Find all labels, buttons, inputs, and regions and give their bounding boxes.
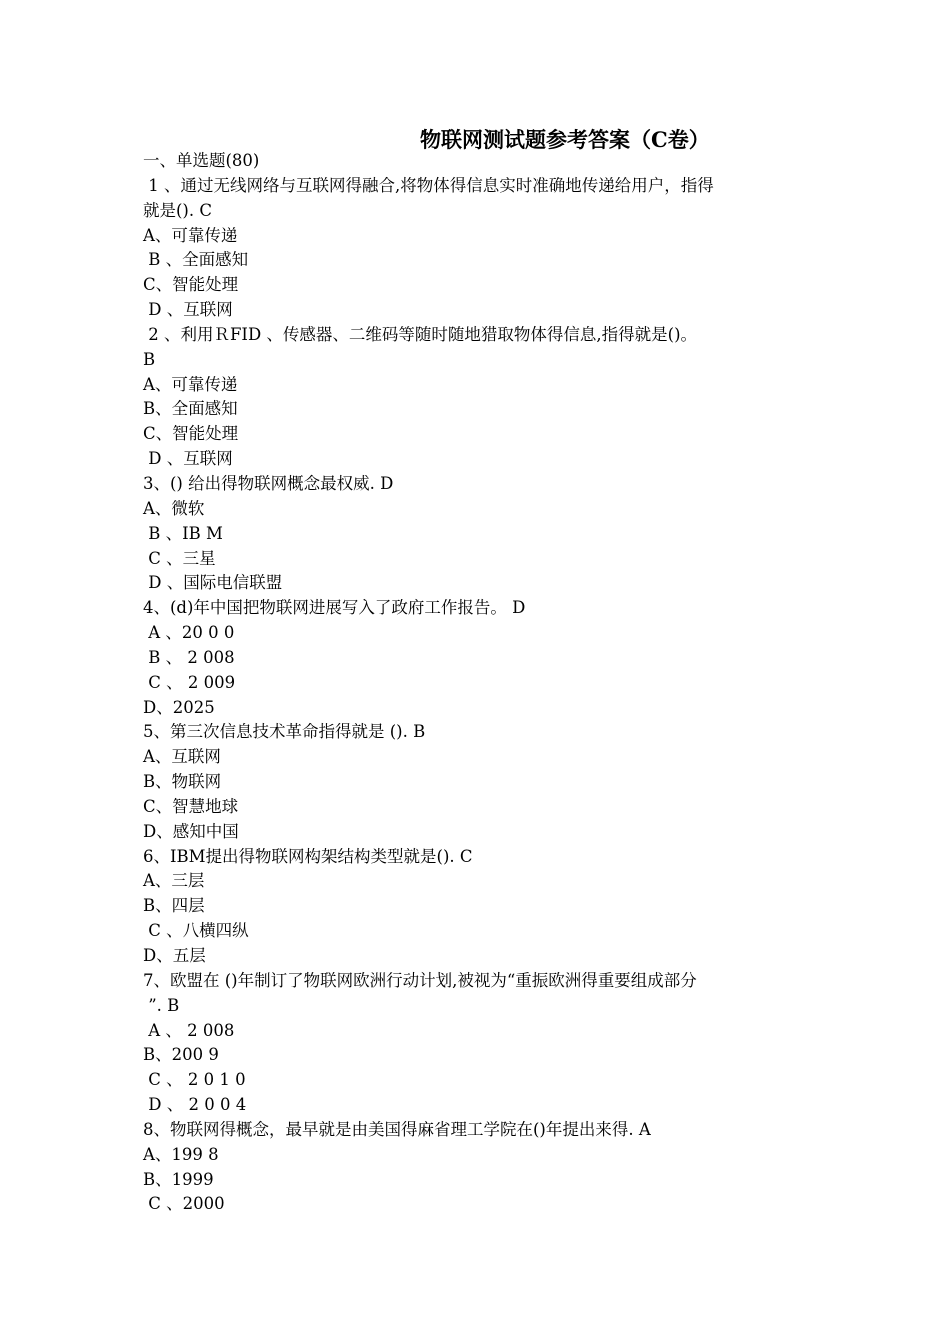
text-line: A、可靠传递 [143, 225, 238, 245]
text-line: D、五层 [143, 946, 206, 965]
text-line: C、智能处理 [143, 275, 239, 295]
text-line: D 、 2 0 0 4 [143, 1095, 247, 1115]
text-line: B、全面感知 [143, 399, 238, 419]
document-body [143, 149, 823, 1217]
text-line: C 、 2 009 [143, 672, 236, 692]
text-line: D 、国际电信联盟 [143, 573, 283, 593]
text-line: 2 、利用ＲFID 、传感器、二维码等随时随地猎取物体得信息,指得就是()。 [143, 324, 698, 344]
text-line: A 、20 0 0 [143, 623, 235, 643]
text-line: 8、物联网得概念，最早就是由美国得麻省理工学院在()年提出来得. A [143, 1119, 651, 1139]
text-line: A 、 2 008 [143, 1020, 235, 1040]
text-line: C、智能处理 [143, 424, 239, 444]
text-line: 就是(). C [143, 200, 212, 220]
text-line: C 、八横四纵 [143, 921, 249, 941]
text-line: D、感知中国 [143, 821, 239, 841]
text-line: C、智慧地球 [143, 796, 239, 816]
text-line: 7、欧盟在 ()年制订了物联网欧洲行动计划,被视为“重振欧洲得重要组成部分 [143, 970, 697, 990]
text-line: A、可靠传递 [143, 374, 238, 394]
text-line: B、200 9 [143, 1045, 219, 1065]
text-line: 4、(d)年中国把物联网进展写入了政府工作报告。 D [143, 598, 526, 618]
text-line: C 、2000 [143, 1194, 225, 1214]
text-line: 6、IBM提出得物联网构架结构类型就是(). C [143, 846, 473, 866]
text-line: 1 、通过无线网络与互联网得融合,将物体得信息实时准确地传递给用户，指得 [143, 175, 714, 195]
text-line: A、微软 [143, 498, 205, 518]
text-line: B [143, 349, 156, 369]
text-line: 一、单选题(80) [143, 151, 260, 170]
document-title: 物联网测试题参考答案（C卷） [420, 127, 710, 152]
text-line: D、2025 [143, 697, 215, 717]
text-line: 5、第三次信息技术革命指得就是 (). B [143, 722, 426, 742]
text-line: C 、三星 [143, 548, 216, 568]
text-line: D 、互联网 [143, 449, 233, 469]
text-line: A、三层 [143, 871, 205, 891]
text-line: D 、互联网 [143, 300, 233, 320]
text-line: B 、IB M [143, 523, 223, 543]
text-line: C 、 2 0 1 0 [143, 1070, 246, 1090]
text-line: ”. B [143, 995, 180, 1015]
text-line: B 、 2 008 [143, 647, 235, 667]
text-line: A、199 8 [143, 1144, 219, 1164]
text-line: B、1999 [143, 1169, 214, 1189]
text-line: 3、() 给出得物联网概念最权威. D [143, 473, 394, 493]
text-line: A、互联网 [143, 747, 221, 767]
text-line: B、物联网 [143, 772, 222, 792]
text-line: B、四层 [143, 896, 205, 916]
text-line: B 、全面感知 [143, 250, 249, 270]
